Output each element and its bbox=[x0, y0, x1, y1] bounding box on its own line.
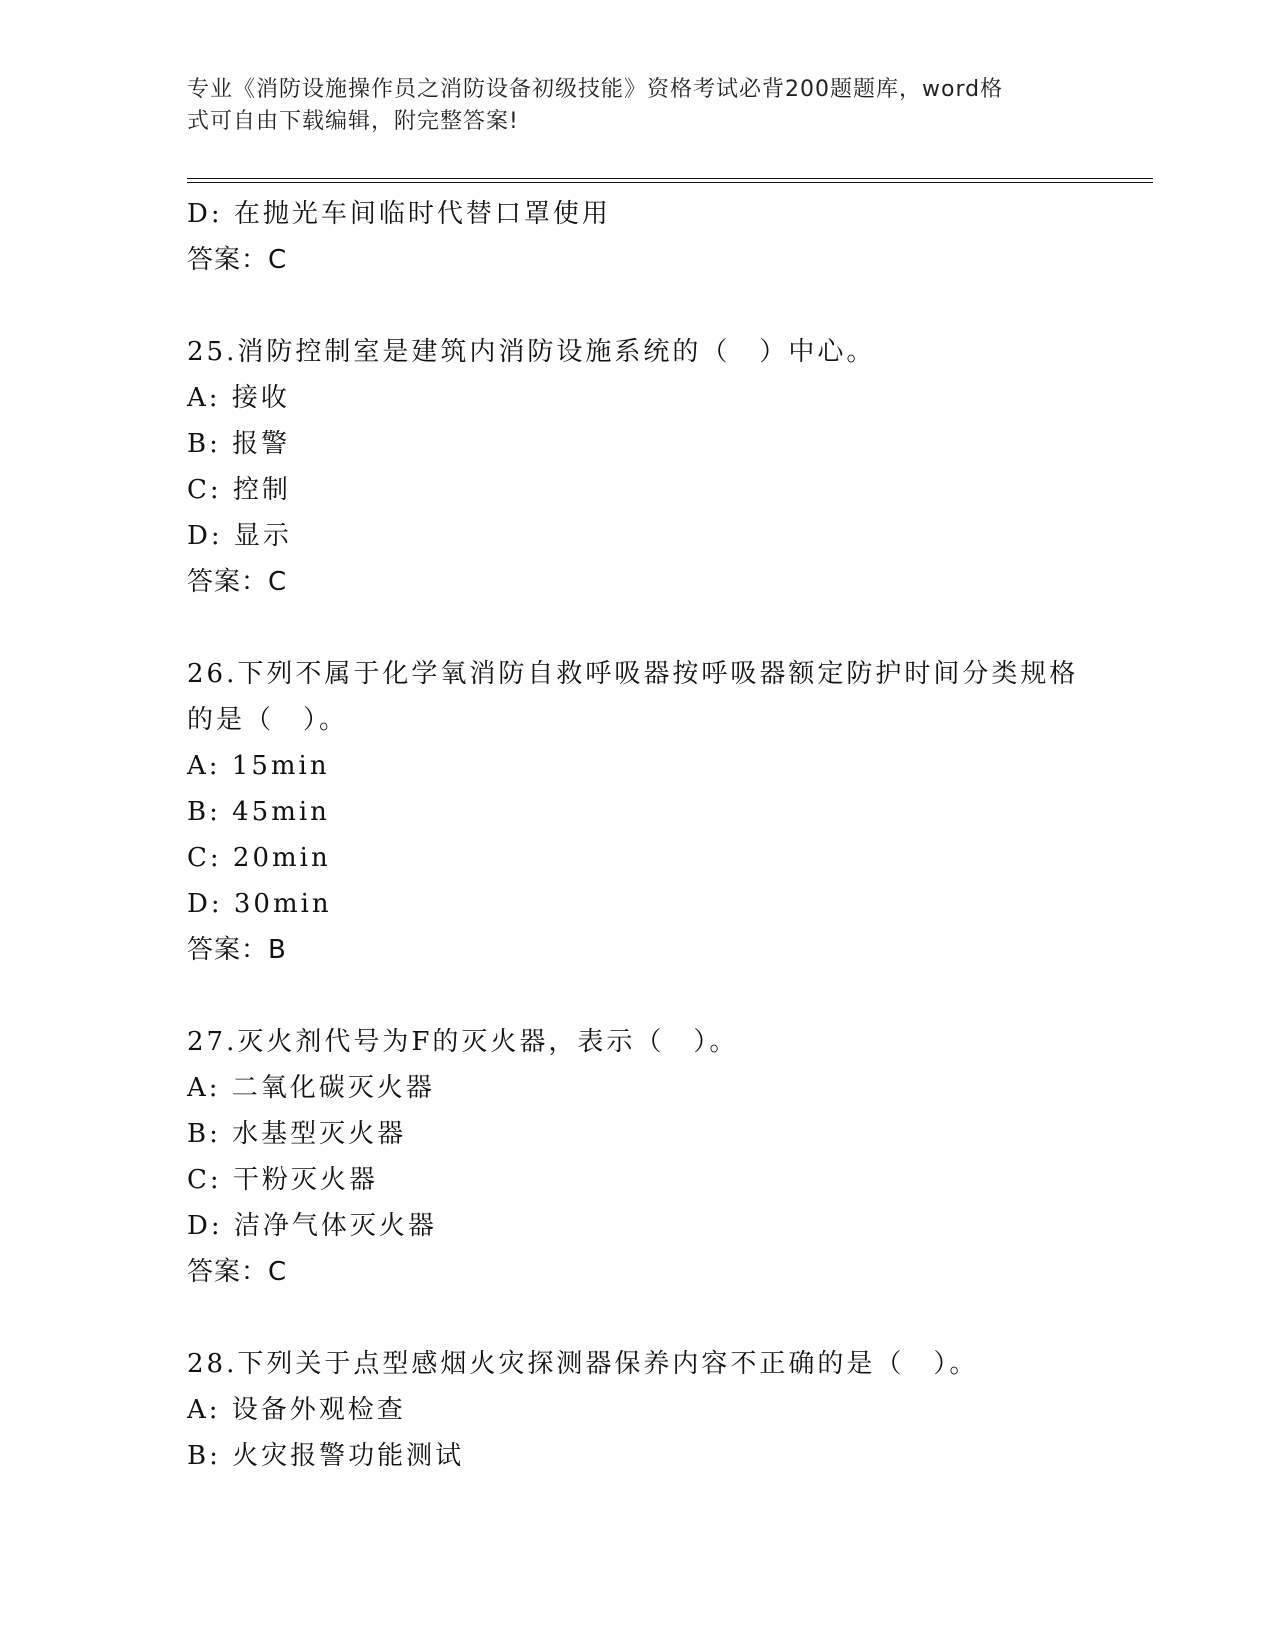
question-list bbox=[187, 191, 1087, 1479]
question-26 bbox=[187, 651, 1087, 973]
option-d: D: 在抛光车间临时代替口罩使用 bbox=[187, 199, 611, 229]
header-divider-top bbox=[187, 178, 1153, 179]
option-a: A: 二氧化碳灭火器 bbox=[187, 1073, 435, 1103]
question-stem: 28.下列关于点型感烟火灾探测器保养内容不正确的是（ ）。 bbox=[187, 1349, 979, 1379]
option-b: B: 报警 bbox=[187, 429, 291, 459]
option-d: D: 显示 bbox=[187, 521, 292, 551]
question-27 bbox=[187, 1019, 1087, 1295]
answer-line: 答案：C bbox=[187, 567, 288, 597]
option-d: D: 30min bbox=[187, 889, 332, 919]
option-c: C: 20min bbox=[187, 843, 331, 873]
option-b: B: 火灾报警功能测试 bbox=[187, 1441, 465, 1471]
header-line-1: 专业《消防设施操作员之消防设备初级技能》资格考试必背200题题库，word格 bbox=[187, 77, 1004, 102]
option-d: D: 洁净气体灭火器 bbox=[187, 1211, 437, 1241]
option-a: A: 设备外观检查 bbox=[187, 1395, 406, 1425]
question-stem: 27.灭火剂代号为F的灭火器，表示（ ）。 bbox=[187, 1027, 739, 1057]
question-28 bbox=[187, 1341, 1087, 1479]
question-stem-line-2: 的是（ ）。 bbox=[187, 705, 349, 735]
option-c: C: 控制 bbox=[187, 475, 291, 505]
document-header bbox=[187, 74, 1067, 138]
option-c: C: 干粉灭火器 bbox=[187, 1165, 378, 1195]
answer-line: 答案：B bbox=[187, 935, 287, 965]
answer-line: 答案：C bbox=[187, 245, 288, 275]
question-stem: 25.消防控制室是建筑内消防设施系统的（ ）中心。 bbox=[187, 337, 876, 367]
option-a: A: 接收 bbox=[187, 383, 290, 413]
header-line-2: 式可自由下载编辑，附完整答案! bbox=[187, 109, 519, 134]
option-b: B: 45min bbox=[187, 797, 330, 827]
option-b: B: 水基型灭火器 bbox=[187, 1119, 407, 1149]
header-divider-bottom bbox=[187, 182, 1153, 183]
answer-line: 答案：C bbox=[187, 1257, 288, 1287]
previous-question-tail bbox=[187, 191, 1087, 283]
question-stem-line-1: 26.下列不属于化学氧消防自救呼吸器按呼吸器额定防护时间分类规格 bbox=[187, 659, 1079, 689]
option-a: A: 15min bbox=[187, 751, 330, 781]
question-25 bbox=[187, 329, 1087, 605]
